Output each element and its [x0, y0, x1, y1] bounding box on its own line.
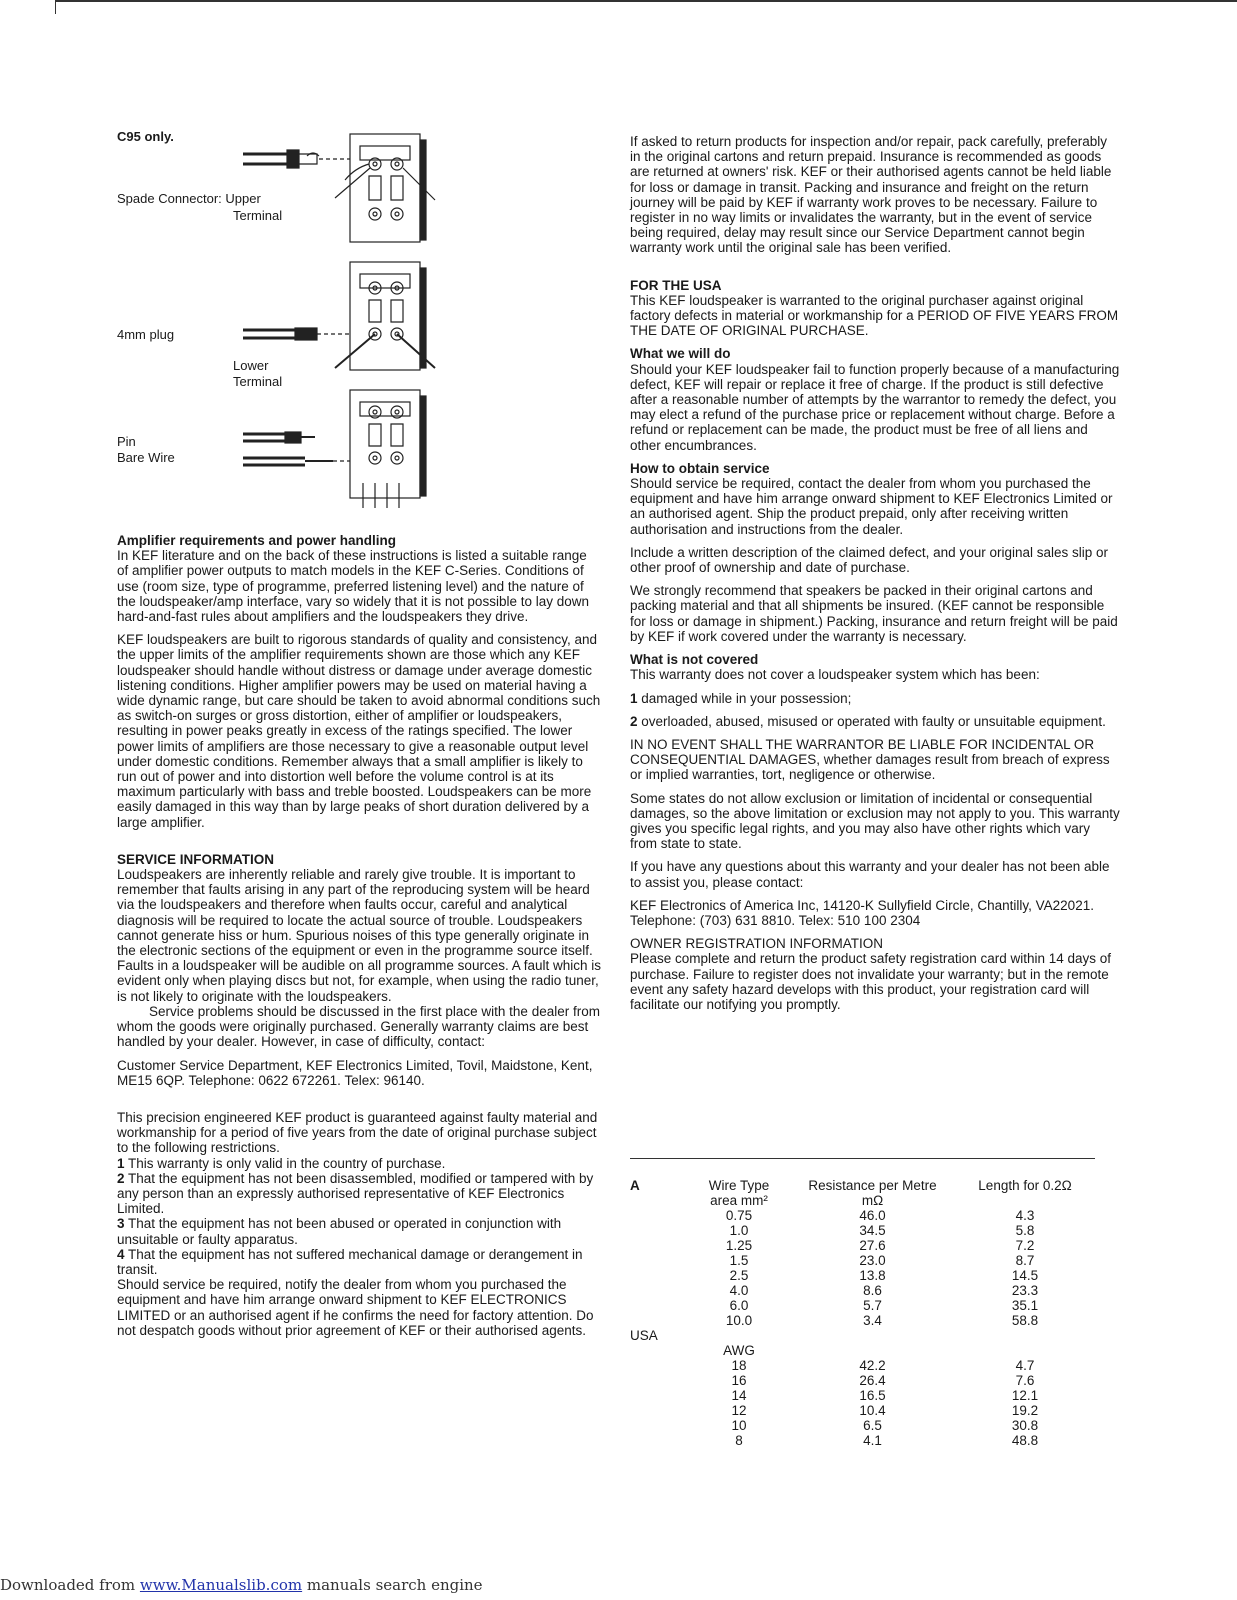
will-heading: What we will do: [630, 346, 731, 362]
left-column: [117, 533, 601, 1346]
service-paragraph-2: Service problems should be discussed in the first place with the dealer from whom the goods were originally purchased. Generally warranty claims are best handled by your dealer. However, in case of difficulty, contact:: [117, 1003, 600, 1050]
guarantee-end: Should service be required, notify the dealer from whom you purchased the equipment and have him arrange onward shipment to KEF ELECTRONICS LIMITED or an authorised agent if he confirms the need for factory attention. Do not despatch goods without prior agreement of KEF or their authorised agents.: [117, 1277, 594, 1338]
label-upper-terminal: Terminal: [233, 208, 283, 223]
table-row: [630, 1433, 1095, 1448]
amp-paragraph-2: KEF loudspeakers are built to rigorous standards of quality and consistency, and the upper limits of the amplifier requirements shown are those which any KEF loudspeaker should handle without distress or damage under average domestic listening conditions. Higher amplifier powers may be used on material having a wide dynamic range, but care should be taken to avoid abnormal conditions such as switch-on surges or gross distortion, either of amplifier or loudspeakers, resulting in power peaks greatly in excess of the ratings specified. The lower power limits of amplifiers are those necessary to give a reasonable output level under domestic conditions. Remember always that a small amplifier is likely to run out of power and into distortion well before the volume control is at its maximum particularly with bass and treble boosted. Loudspeakers can be more easily damaged in this way than by large peaks of short duration delivered by a large amplifier.: [117, 632, 601, 830]
amp-paragraph-1: In KEF literature and on the back of these instructions is listed a suitable range of amplifier power outputs to match models in the KEF C-Series. Conditions of use (room size, type of programme, preferred listening level) and the nature of the loudspeaker/amp interface, vary so widely that it is not possible to lay down hard-and-fast rules about amplifiers and the loudspeakers they drive.: [117, 548, 589, 625]
table-cell-size: 2.5: [729, 1268, 749, 1283]
table-cell-resistance: 42.2: [859, 1358, 886, 1373]
table-row: [630, 1373, 1095, 1388]
kef-america-address: KEF Electronics of America Inc, 14120-K Sullyfield Circle, Chantilly, VA22021. Telephone: (703) 631 8810. Telex: 510 100 2304: [630, 897, 1094, 928]
table-cell-section: [630, 1238, 688, 1253]
usa-heading: FOR THE USA: [630, 277, 722, 293]
table-cell-section: [630, 1433, 688, 1448]
label-lower-terminal: Terminal: [233, 374, 283, 389]
table-cell-section: [630, 1373, 688, 1388]
table-cell-resistance: 8.6: [863, 1283, 882, 1298]
section-label-usa: USA: [630, 1328, 658, 1343]
table-cell-resistance: 13.8: [859, 1268, 886, 1283]
obtain-paragraph-1: Should service be required, contact the dealer from whom you purchased the equipment and have him arrange onward shipment to KEF Electronics Limited or an authorised agent. Ship the product prepaid, only after receiving written authorisation and instructions from the dealer.: [630, 476, 1113, 537]
top-border: [55, 0, 1237, 2]
table-row: [630, 1298, 1095, 1313]
table-cell-section: [630, 1298, 688, 1313]
table-cell-resistance: 4.1: [863, 1433, 882, 1448]
usa-paragraph: This KEF loudspeaker is warranted to the original purchaser against original factory defects in material or workmanship for a PERIOD OF FIVE YEARS FROM THE DATE OF ORIGINAL PURCHASE.: [630, 292, 1119, 339]
table-row: [630, 1403, 1095, 1418]
table-cell-length: 14.5: [1011, 1268, 1039, 1283]
table-cell-length: 7.2: [1015, 1238, 1035, 1253]
table-cell-resistance: 26.4: [859, 1373, 886, 1388]
obtain-heading: How to obtain service: [630, 460, 770, 476]
table-cell-length: 23.3: [1011, 1283, 1039, 1298]
questions-paragraph: If you have any questions about this warranty and your dealer has not been able to assist you, please contact:: [630, 859, 1110, 890]
footer-prefix: Downloaded from: [0, 1576, 140, 1594]
table-row: [630, 1283, 1095, 1298]
not-covered-item: 2 overloaded, abused, misused or operated with faulty or unsuitable equipment.: [630, 713, 1106, 729]
table-header-row: [630, 1193, 1095, 1208]
header-area: area mm²: [710, 1193, 768, 1208]
table-cell-empty: [955, 1343, 1095, 1358]
table-cell-resistance: 6.5: [863, 1418, 882, 1433]
table-row: [630, 1418, 1095, 1433]
table-cell-size: 16: [731, 1373, 747, 1388]
restriction-item: 4 That the equipment has not suffered mechanical damage or derangement in transit.: [117, 1246, 583, 1277]
table-cell-section: [630, 1388, 688, 1403]
return-paragraph: If asked to return products for inspection and/or repair, pack carefully, preferably in the original cartons and return prepaid. Insurance is recommended as goods are returned at owners' risk. KEF or their authorised agents cannot be held liable for loss or damage in transit. Packing and insurance and freight on the return journey will be paid by KEF if warranty work proves to be necessary. Failure to register in no way limits or invalidates the warranty, but in the event of service being required, delay may result since our Service Department cannot begin warranty work until the original sale has been verified.: [630, 134, 1112, 256]
table-cell-section: [630, 1418, 688, 1433]
restriction-item: 2 That the equipment has not been disassembled, modified or tampered with by any person than an expressly authorised representative of KEF Electronics Limited.: [117, 1170, 594, 1217]
label-spade-connector: Spade Connector: Upper: [117, 191, 261, 206]
footer-suffix: manuals search engine: [302, 1576, 483, 1594]
table-cell-empty: [790, 1328, 955, 1343]
label-pin: Pin: [117, 434, 136, 449]
manualslib-link[interactable]: www.Manualslib.com: [139, 1576, 303, 1594]
table-row: [630, 1358, 1095, 1373]
label-4mm-plug: 4mm plug: [117, 327, 175, 342]
guarantee-intro: This precision engineered KEF product is guaranteed against faulty material and workmanship for a period of five years from the date of original purchase subject to the following restrictions.: [117, 1109, 598, 1156]
table-cell-size: 8: [735, 1433, 743, 1448]
table-cell-length: 7.6: [1015, 1373, 1035, 1388]
label-lower: Lower: [233, 358, 269, 373]
table-row: [630, 1238, 1095, 1253]
table-cell-length: 30.8: [1011, 1418, 1039, 1433]
table-cell-section: [630, 1313, 688, 1328]
table-header-row: [630, 1178, 1095, 1193]
not-covered-paragraph: This warranty does not cover a loudspeaker system which has been:: [630, 667, 1040, 683]
table-cell-length: 8.7: [1015, 1253, 1035, 1268]
table-row: [630, 1253, 1095, 1268]
table-cell-size: 6.0: [729, 1298, 749, 1313]
table-cell-length: 4.3: [1015, 1208, 1035, 1223]
service-paragraph-1: Loudspeakers are inherently reliable and rarely give trouble. It is important to remember that faults arising in any part of the reproducing system will be heard via the loudspeakers and therefore when faults occur, careful and analytical diagnosis will be required to locate the actual source of trouble. Loudspeakers cannot generate hiss or hum. Spurious noises of this type generally originate in the electronic sections of the equipment or even in the programme source itself. Faults in a loudspeaker will be audible on all programme sources. A fault which is evident only when playing discs but not, for example, when using the radio tuner, is not likely to originate with the loudspeakers.: [117, 867, 602, 1004]
right-column: [630, 134, 1120, 1020]
owner-registration-heading: OWNER REGISTRATION INFORMATION: [630, 936, 883, 952]
table-cell-resistance: 34.5: [859, 1223, 886, 1238]
table-row: [630, 1328, 1095, 1343]
table-cell-section: [630, 1358, 688, 1373]
table-cell-length: 4.7: [1015, 1358, 1035, 1373]
service-heading: SERVICE INFORMATION: [117, 851, 275, 867]
table-cell-size: 4.0: [729, 1283, 749, 1298]
table-cell-size: 10: [731, 1418, 747, 1433]
table-cell-size: 18: [731, 1358, 747, 1373]
table-cell-size: 1.25: [725, 1238, 753, 1253]
table-cell-section: [630, 1283, 688, 1298]
table-cell-length: 35.1: [1011, 1298, 1039, 1313]
download-footer: [0, 1576, 483, 1594]
header-wire-type: Wire Type: [708, 1178, 770, 1193]
obtain-paragraph-3: We strongly recommend that speakers be packed in their original cartons and packing material and that all shipments be insured. (KEF cannot be responsible for loss or damage in shipment.) Packing, insurance and return freight will be paid by KEF if work covered under the warranty is necessary.: [630, 583, 1118, 644]
owner-registration-paragraph: Please complete and return the product safety registration card within 14 days of purchase. Failure to register does not invalidate your warranty; but in the remote event any safety hazard develops with this product, your registration card will facilitate our notifying you promptly.: [630, 951, 1112, 1012]
table-row: [630, 1313, 1095, 1328]
table-cell-section: [630, 1268, 688, 1283]
table-row: [630, 1388, 1095, 1403]
table-cell-empty: [630, 1343, 688, 1358]
table-cell-section: [630, 1208, 688, 1223]
table-cell-empty: [790, 1343, 955, 1358]
table-cell-size: 0.75: [725, 1208, 753, 1223]
table-cell-resistance: 23.0: [859, 1253, 886, 1268]
table-row: [630, 1208, 1095, 1223]
table-cell-section: [630, 1253, 688, 1268]
table-cell-section: [630, 1403, 688, 1418]
liability-paragraph: IN NO EVENT SHALL THE WARRANTOR BE LIABLE FOR INCIDENTAL OR CONSEQUENTIAL DAMAGES, whether damages result from breach of express or implied warranties, tort, negligence or otherwise.: [630, 736, 1110, 783]
table-cell-resistance: 3.4: [863, 1313, 882, 1328]
table-cell-length: 58.8: [1011, 1313, 1039, 1328]
table-cell-length: 48.8: [1011, 1433, 1039, 1448]
table-cell-size: 10.0: [725, 1313, 753, 1328]
table-cell-empty: [688, 1328, 790, 1343]
amp-heading: Amplifier requirements and power handling: [117, 533, 397, 548]
table-cell-resistance: 10.4: [859, 1403, 886, 1418]
states-paragraph: Some states do not allow exclusion or limitation of incidental or consequential damages, so the above limitation or exclusion may not apply to you. This warranty gives you specific legal rights, and you may also have other rights which vary from state to state.: [630, 790, 1120, 852]
table-divider: [630, 1158, 1095, 1159]
header-resistance: Resistance per Metre: [808, 1178, 937, 1193]
table-cell-resistance: 27.6: [859, 1238, 886, 1253]
customer-service-address: Customer Service Department, KEF Electronics Limited, Tovil, Maidstone, Kent, ME15 6QP. Telephone: 0622 672261. Telex: 96140.: [117, 1057, 593, 1088]
terminal-connection-diagram: [235, 128, 440, 523]
table-cell-size: 1.0: [729, 1223, 749, 1238]
table-cell-size: 12: [731, 1403, 747, 1418]
not-covered-item: 1 damaged while in your possession;: [630, 690, 852, 706]
table-cell-length: 19.2: [1011, 1403, 1039, 1418]
wire-resistance-table: [630, 1178, 1095, 1448]
header-length: Length for 0.2Ω: [978, 1178, 1072, 1193]
restriction-item: 1 This warranty is only valid in the country of purchase.: [117, 1155, 446, 1171]
table-cell-section: [630, 1223, 688, 1238]
will-paragraph: Should your KEF loudspeaker fail to function properly because of a manufacturing defect, KEF will repair or replace it free of charge. If the product is still defective after a reasonable number of attempts by the warrantor to remedy the defect, you may elect a refund of the purchase price or replacement without charge. Before a refund or replacement can be made, the product must be free of all liens and other encumbrances.: [630, 361, 1120, 453]
left-border: [55, 0, 56, 14]
not-covered-heading: What is not covered: [630, 652, 759, 668]
table-row: [630, 1343, 1095, 1358]
table-cell-resistance: 5.7: [863, 1298, 882, 1313]
table-cell-size: 1.5: [729, 1253, 749, 1268]
table-row: [630, 1268, 1095, 1283]
label-bare-wire: Bare Wire: [117, 450, 175, 465]
table-cell-empty: [955, 1328, 1095, 1343]
table-cell-length: 12.1: [1011, 1388, 1039, 1403]
table-cell-size: 14: [731, 1388, 747, 1403]
header-unit: mΩ: [861, 1193, 884, 1208]
table-cell-resistance: 46.0: [859, 1208, 886, 1223]
awg-label: AWG: [723, 1343, 755, 1358]
restriction-item: 3 That the equipment has not been abused or operated in conjunction with unsuitable or faulty apparatus.: [117, 1216, 562, 1247]
table-cell-length: 5.8: [1015, 1223, 1035, 1238]
obtain-paragraph-2: Include a written description of the claimed defect, and your original sales slip or other proof of ownership and date of purchase.: [630, 544, 1109, 576]
diagram-heading: C95 only.: [117, 129, 174, 144]
section-label-a: A: [630, 1178, 640, 1193]
table-cell-resistance: 16.5: [859, 1388, 886, 1403]
table-row: [630, 1223, 1095, 1238]
